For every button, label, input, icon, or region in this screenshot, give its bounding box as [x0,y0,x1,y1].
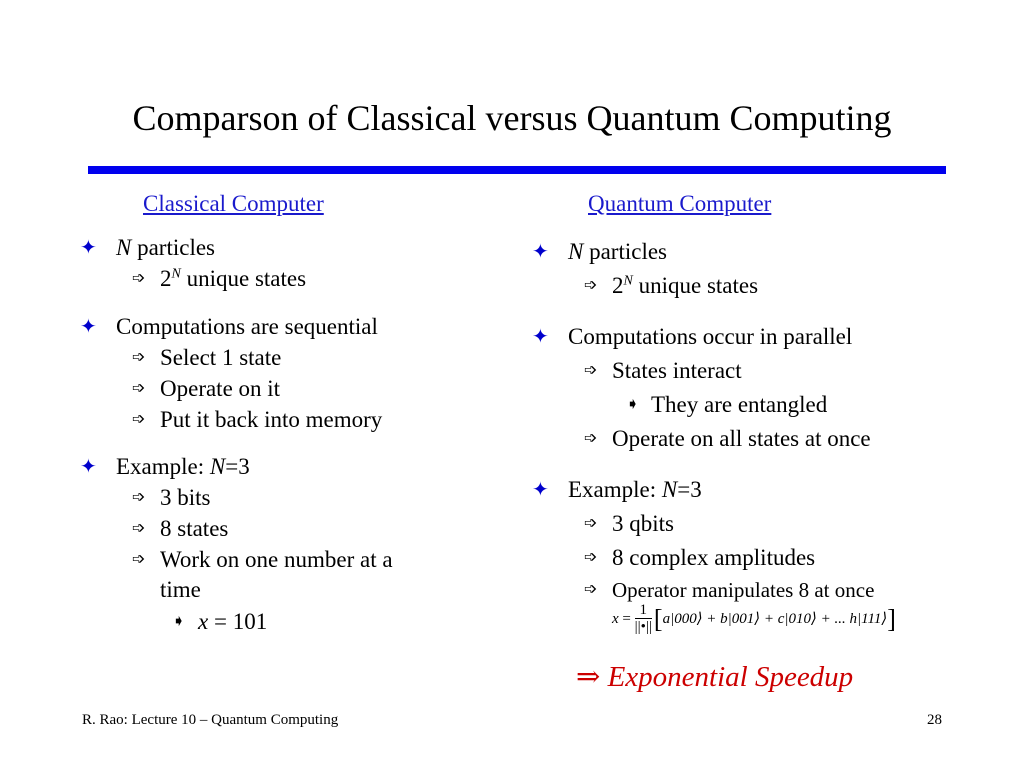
quantum-sub-unique-states [612,272,758,300]
arrow-bullet-icon: ➩ [132,520,146,537]
arrow-bullet-icon: ➩ [132,551,146,568]
classical-sub-item-continued: time [160,577,201,602]
arrow-bullet-icon: ➩ [584,581,598,598]
unique-states-text: unique states [180,266,307,291]
classical-sub-item: Select 1 state [160,345,282,370]
exponent-n: N [171,266,181,282]
arrow-bullet-icon: ➩ [132,411,146,428]
example-suffix: =3 [677,477,702,502]
var-n: N [661,477,678,502]
quantum-sub-item: States interact [612,358,742,383]
superposition-formula: x = $\frac{1}{||•||}$ [a|000⟩ + b|001⟩ + c|010⟩ + ... h|111⟩] [612,602,896,635]
page-number: 28 [927,712,942,728]
arrow-bullet-icon: ➩ [584,430,598,447]
quantum-sub-item: Operate on all states at once [612,426,871,451]
quantum-deep-item: They are entangled [651,392,828,417]
quantum-bullet-example [568,476,702,504]
particles-text: particles [131,235,215,260]
var-n: N [116,235,132,260]
unique-states-text: unique states [632,273,759,298]
classical-bullet-particles [116,234,215,262]
var-n: N [209,454,226,479]
classical-sub-item: Work on one number at a [160,547,393,572]
var-n: N [568,239,584,264]
fraction-denominator: ||•|| [634,619,652,635]
base-two: 2 [160,266,172,291]
arrow-bullet-icon: ➩ [584,277,598,294]
base-two: 2 [612,273,624,298]
footer-credit: R. Rao: Lecture 10 – Quantum Computing [82,712,339,728]
arrow-bullet-icon: ➩ [132,489,146,506]
var-x: x [198,609,209,634]
classical-sub-item: 3 bits [160,485,211,510]
example-suffix: =3 [225,454,250,479]
formula-body: a|000⟩ + b|001⟩ + c|010⟩ + ... h|111⟩ [662,610,888,627]
exponent-n: N [623,273,633,289]
formula-eq: = [618,610,635,627]
classical-sub-item: 8 states [160,516,229,541]
arrow-bullet-icon: ➩ [132,349,146,366]
classical-sub-item: Put it back into memory [160,407,383,432]
classical-bullet-example [116,453,250,481]
fraction-numerator: 1 [635,603,652,619]
classical-sub-item: Operate on it [160,376,281,401]
title-underline [88,166,946,174]
binary-value: = 101 [208,609,268,634]
star-bullet-icon: ✦ [80,316,97,338]
arrow-bullet-icon: ➩ [584,515,598,532]
classical-sub-unique-states [160,265,306,293]
formula-lhs: x [612,610,619,627]
classical-deep-item [198,608,267,636]
classical-bullet-sequential: Computations are sequential [116,314,378,339]
particles-text: particles [583,239,667,264]
quantum-heading[interactable]: Quantum Computer [588,191,772,216]
exponential-speedup [576,660,853,694]
classical-heading[interactable]: Classical Computer [143,191,324,216]
quantum-bullet-parallel: Computations occur in parallel [568,324,853,349]
star-bullet-icon: ✦ [532,326,549,348]
arrow-bullet-icon: ➩ [132,270,146,287]
slide-title: Comparson of Classical versus Quantum Computing [132,98,892,138]
quantum-bullet-particles [568,238,667,266]
diamond-bullet-icon: ➧ [172,613,186,630]
implies-symbol: ⇒ [576,661,601,693]
arrow-bullet-icon: ➩ [584,362,598,379]
quantum-sub-item: 3 qbits [612,511,674,536]
diamond-bullet-icon: ➧ [626,396,640,413]
star-bullet-icon: ✦ [532,479,549,501]
quantum-sub-item: 8 complex amplitudes [612,545,816,570]
normalization-fraction [635,603,652,636]
arrow-bullet-icon: ➩ [132,380,146,397]
example-prefix: Example: [568,477,662,502]
quantum-sub-item: Operator manipulates 8 at once [612,578,875,602]
star-bullet-icon: ✦ [80,237,97,259]
speedup-text: Exponential Speedup [607,661,854,693]
star-bullet-icon: ✦ [80,456,97,478]
arrow-bullet-icon: ➩ [584,549,598,566]
star-bullet-icon: ✦ [532,241,549,263]
example-prefix: Example: [116,454,210,479]
